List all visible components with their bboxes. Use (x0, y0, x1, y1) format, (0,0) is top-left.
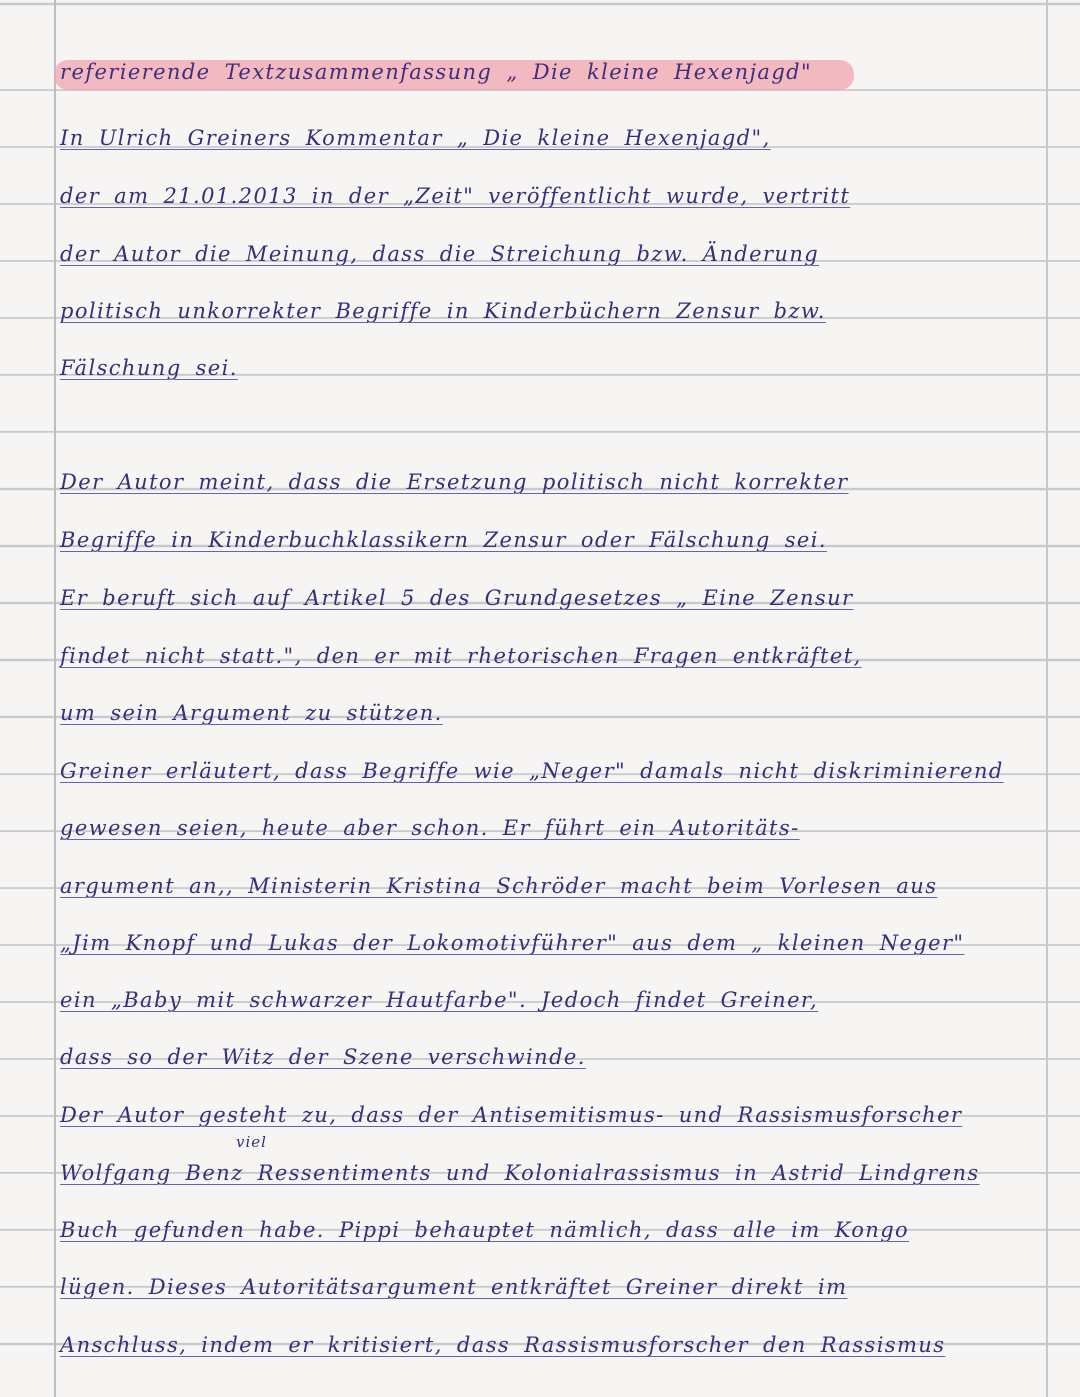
text-line: Der Autor meint, dass die Ersetzung politisch nicht korrekter (60, 470, 849, 494)
text-line: Fälschung sei. (60, 356, 238, 380)
text-line: Wolfgang Benz Ressentiments und Kolonialrassismus in Astrid Lindgrens (60, 1161, 980, 1185)
text-line: politisch unkorrekter Begriffe in Kinderbüchern Zensur bzw. (60, 299, 826, 323)
text-line: Begriffe in Kinderbuchklassikern Zensur oder Fälschung sei. (60, 528, 827, 552)
text-line: dass so der Witz der Szene verschwinde. (60, 1045, 586, 1069)
text-line: Buch gefunden habe. Pippi behauptet nämlich, dass alle im Kongo (60, 1218, 910, 1242)
inserted-word: viel (236, 1133, 267, 1151)
text-line: argument an,, Ministerin Kristina Schröder macht beim Vorlesen aus (60, 874, 938, 898)
text-line: Er beruft sich auf Artikel 5 des Grundgesetzes „ Eine Zensur (60, 586, 854, 610)
text-line: der am 21.01.2013 in der „Zeit" veröffentlicht wurde, vertritt (60, 184, 851, 208)
text-line: findet nicht statt.", den er mit rhetorischen Fragen entkräftet, (60, 644, 862, 668)
text-line: In Ulrich Greiners Kommentar „ Die kleine Hexenjagd", (60, 126, 771, 150)
page-edge-line (1046, 0, 1048, 1397)
text-line: der Autor die Meinung, dass die Streichung bzw. Änderung (60, 242, 820, 266)
margin-line (54, 0, 56, 1397)
text-line: gewesen seien, heute aber schon. Er führt ein Autoritäts- (60, 816, 800, 840)
document-title: referierende Textzusammenfassung „ Die kleine Hexenjagd" (60, 60, 813, 84)
text-line: „Jim Knopf und Lukas der Lokomotivführer" aus dem „ kleinen Neger" (60, 931, 965, 955)
text-line: Anschluss, indem er kritisiert, dass Rassismusforscher den Rassismus (60, 1333, 946, 1357)
text-line: ein „Baby mit schwarzer Hautfarbe". Jedoch findet Greiner, (60, 988, 819, 1012)
text-line: Der Autor gesteht zu, dass der Antisemitismus- und Rassismusforscher (60, 1103, 963, 1127)
text-line: lügen. Dieses Autoritätsargument entkräftet Greiner direkt im (60, 1275, 848, 1299)
text-line: um sein Argument zu stützen. (60, 701, 443, 725)
text-line: Greiner erläutert, dass Begriffe wie „Neger" damals nicht diskriminierend (60, 759, 1004, 783)
